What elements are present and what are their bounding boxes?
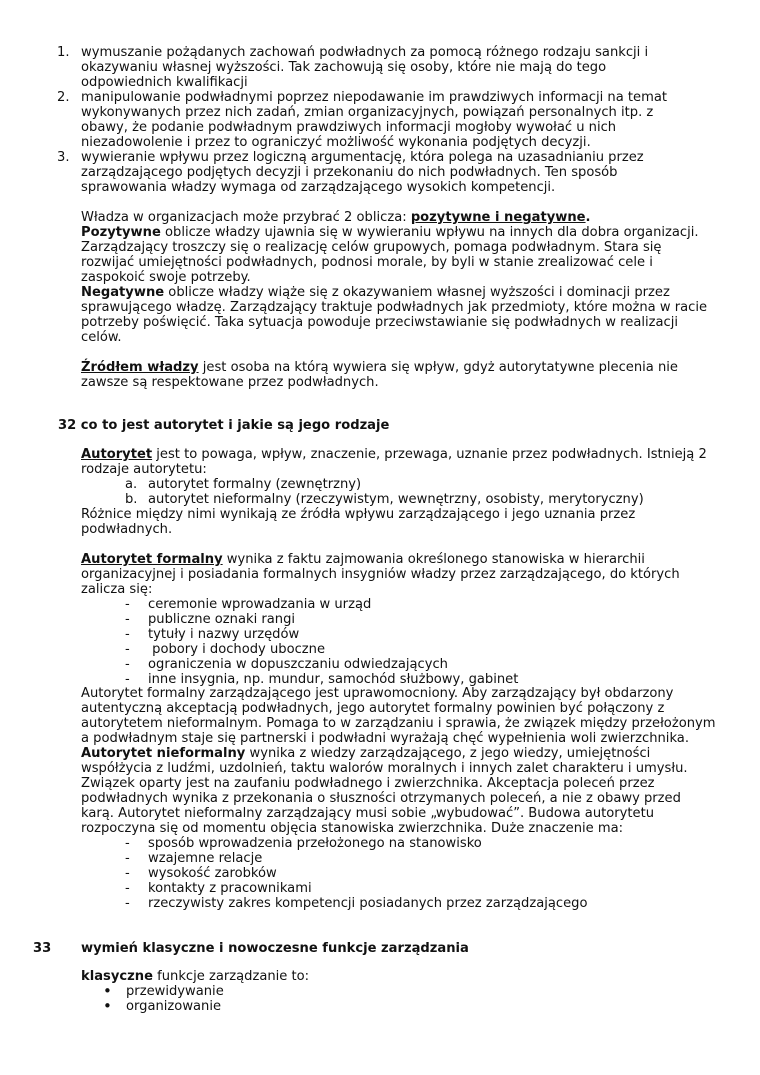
text-line: Autorytet formalny wynika z faktu zajmowania określonego stanowiska w hierarchii [81,552,645,567]
classic-functions [81,969,721,1014]
power-section [81,210,721,390]
list-item [57,90,721,150]
text-line: wywieranie wpływu przez logiczną argumentację, która polega na uzasadnianiu przez [81,150,644,165]
list-item: b. autorytet nieformalny (rzeczywistym, wewnętrzny, osobisty, merytoryczny) [125,492,644,507]
list-item: - tytuły i nazwy urzędów [125,627,300,642]
text-line: manipulowanie podwładnymi poprzez niepodawanie im prawdziwych informacji na temat [81,90,668,105]
text-line: Autorytet formalny zarządzającego jest uprawomocniony. Aby zarządzający był obdarzony [81,686,674,701]
text-line: zaspokoić swoje potrzeby. [81,270,251,285]
list-item [57,150,721,195]
text-line: wymuszanie pożądanych zachowań podwładnych za pomocą różnego rodzaju sankcji i [81,45,649,60]
underlined-term: Autorytet formalny [81,552,223,567]
text-line: Autorytet nieformalny wynika z wiedzy zarządzającego, z jego wiedzy, umiejętności [81,746,651,761]
underlined-term: pozytywne i negatywne [410,210,586,225]
text-line: Różnice między nimi wynikają ze źródła wpływu zarządzającego i jego uznania przez [81,507,636,522]
text-line: sprawującego władzę. Zarządzający traktuje podwładnych jak przedmioty, które można w racie [81,300,708,315]
section-heading-32: 32 co to jest autorytet i jakie są jego rodzaje [58,418,390,433]
list-item: - pobory i dochody uboczne [125,642,326,657]
text-line: podwładnych. [81,522,173,537]
reasons-list [57,45,721,195]
list-item [57,45,721,90]
bold-term: klasyczne [81,969,153,984]
section-heading-33: wymień klasyczne i nowoczesne funkcje zarządzania [81,941,469,956]
text-line: potrzeby poświęcić. Taka sytuacja powoduje przeciwstawianie się podwładnych w realizacji [81,315,678,330]
text-line: Zarządzający troszczy się o realizację celów grupowych, pomaga podwładnym. Stara się [81,240,662,255]
list-item: • przewidywanie [103,982,224,1000]
bold-term: Negatywne [81,285,165,300]
text-line: autorytetem nieformalnym. Pomaga to w zarządzaniu i sprawia, że związek między przełożonym [81,716,716,731]
list-item: - sposób wprowadzenia przełożonego na stanowisko [125,836,482,851]
underlined-term: Autorytet [81,447,153,462]
text-line: rozwijać umiejętności podwładnych, podnosi morale, by byli w stanie zrealizować cele i [81,255,653,270]
text-line: podwładnych wynika z przekonania o słuszności otrzymanych poleceń, a nie z obawy przed [81,791,681,806]
formal-after [81,686,721,911]
text-line: zawsze są respektowane przez podwładnych. [81,375,379,390]
text-line: Władza w organizacjach może przybrać 2 oblicza: pozytywne i negatywne. [81,210,591,225]
text-line: okazywaniu własnej wyższości. Tak zachowują się osoby, które nie mają do tego [81,60,607,75]
list-item: - ceremonie wprowadzania w urząd [125,597,372,612]
text-line: celów. [81,330,122,345]
text-line: organizacyjnej i posiadania formalnych insygniów władzy przez zarządzającego, do których [81,567,680,582]
text-line: Związek oparty jest na zaufaniu podwładnego i zwierzchnika. Akceptacja poleceń przez [81,776,655,791]
text-line: obawy, że podanie podwładnym prawdziwych informacji mogłoby wywołać u nich [81,120,617,135]
list-item: - rzeczywisty zakres kompetencji posiadanych przez zarządzającego [125,896,588,911]
text-line: odpowiednich kwalifikacji [81,75,248,90]
list-number: 2. [57,90,70,105]
list-item: - wysokość zarobków [125,866,277,881]
text-line: współżycia z ludźmi, uzdolnień, taktu walorów moralnych i innych zalet charakteru i umysłu. [81,761,688,776]
text-line: karą. Autorytet nieformalny zarządzający musi sobie „wybudować”. Budowa autorytetu [81,806,655,821]
text-line: sprawowania władzy wymaga od zarządzającego wysokich kompetencji. [81,180,556,195]
section-heading-33-number: 33 [33,941,52,956]
list-item: a. autorytet formalny (zewnętrzny) [125,477,362,492]
text-line: a podwładnym staje się partnerski i podwładni wyrażają chęć wypełnienia woli zwierzchnika. [81,731,689,746]
list-item: • organizowanie [103,997,222,1015]
text-line: zarządzającego podjętych decyzji i przekonaniu do nich podwładnych. Ten sposób [81,165,618,180]
list-item: - publiczne oznaki rangi [125,612,296,627]
text-line: wykonywanych przez nich zadań, zmian organizacyjnych, powiązań personalnych itp. z [81,105,654,120]
list-number: 3. [57,150,70,165]
underlined-term: Źródłem władzy [81,360,199,375]
list-item: - wzajemne relacje [125,851,263,866]
text-line: autentyczną akceptacją podwładnych, jego autorytet formalny powinien być połączony z [81,701,665,716]
list-item: - ograniczenia w dopuszczaniu odwiedzających [125,657,448,672]
bold-term: Autorytet nieformalny [81,746,246,761]
authority-section [81,447,721,687]
text-line: klasyczne funkcje zarządzanie to: [81,969,310,984]
text-line: rozpoczyna się od momentu objęcia stanowiska zwierzchnika. Duże znaczenie ma: [81,821,624,836]
text-line: Źródłem władzy jest osoba na którą wywiera się wpływ, gdyż autorytatywne plecenia nie [81,360,678,375]
text-line: Autorytet jest to powaga, wpływ, znaczenie, przewaga, uznanie przez podwładnych. Istnieją 2 [81,447,707,462]
list-item: - kontakty z pracownikami [125,881,312,896]
text-line: zalicza się: [81,582,153,597]
list-item: - inne insygnia, np. mundur, samochód służbowy, gabinet [125,672,519,687]
list-number: 1. [57,45,70,60]
text-line: rodzaje autorytetu: [81,462,207,477]
bold-term: Pozytywne [81,225,161,240]
text-line: niezadowolenie i przez to ograniczyć możliwość wykonania podjętych decyzji. [81,135,591,150]
text-line: Pozytywne oblicze władzy ujawnia się w wywieraniu wpływu na innych dla dobra organizacji. [81,225,699,240]
text-line: Negatywne oblicze władzy wiąże się z okazywaniem własnej wyższości i dominacji przez [81,285,670,300]
